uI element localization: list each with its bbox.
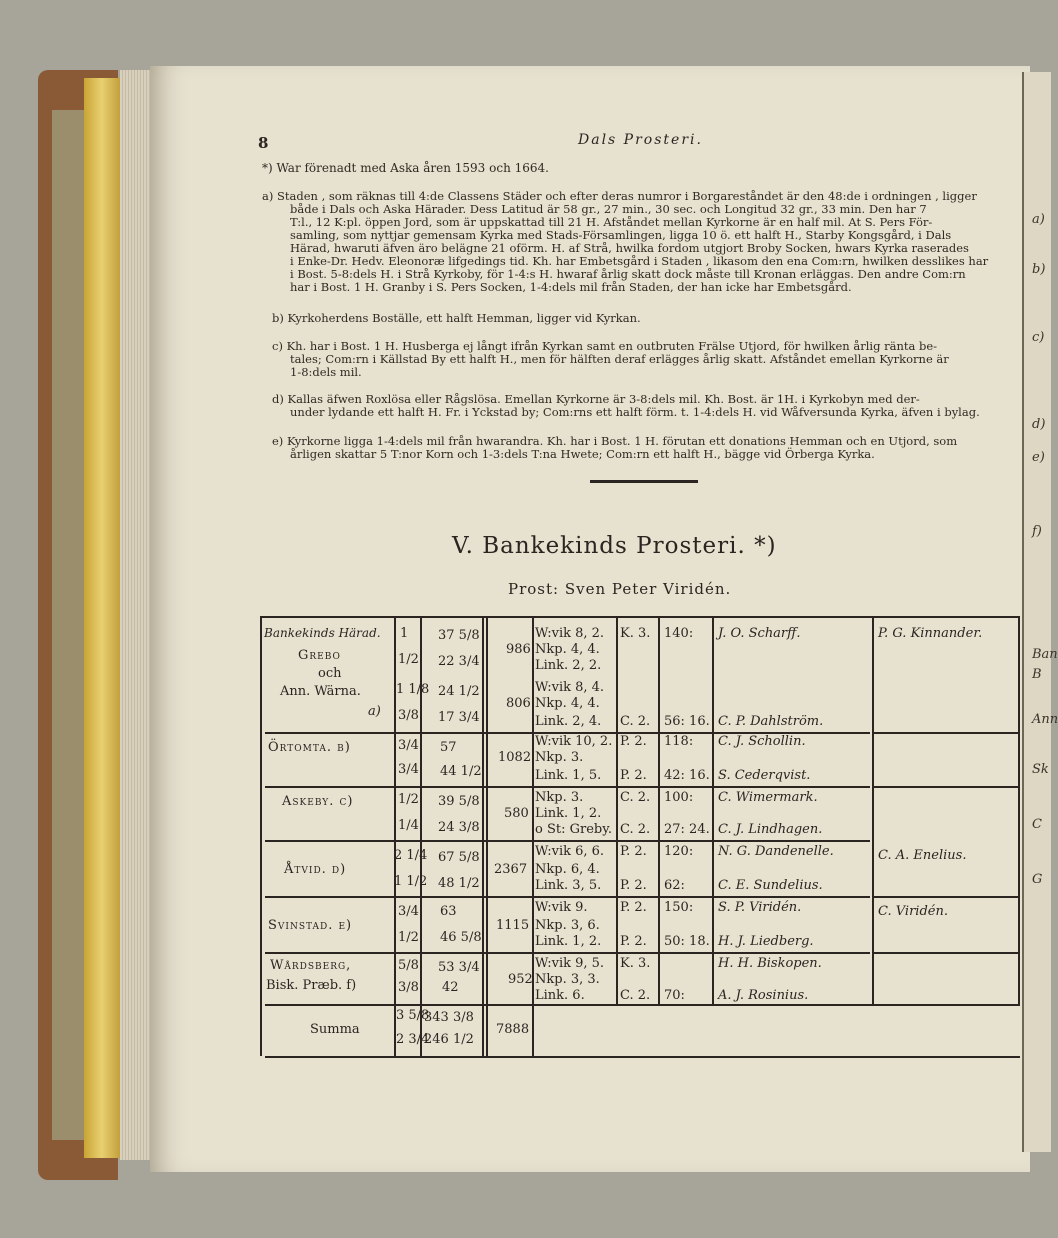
population: 2367 <box>494 862 528 877</box>
row-rule <box>265 840 870 842</box>
col1-value: 3/8 <box>398 980 419 995</box>
number-cell: 140: <box>664 626 694 641</box>
population: 1115 <box>496 918 530 933</box>
col1-value: 1 1/8 <box>396 682 430 697</box>
next-page-fragment: b) <box>1032 262 1046 277</box>
col2-value: 44 1/2 <box>440 764 482 779</box>
col1-value: 1/2 <box>398 792 419 807</box>
parish-name: Åtvid. d) <box>284 862 347 877</box>
next-page-fragment: c) <box>1032 330 1045 345</box>
col1-value: 1/2 <box>398 930 419 945</box>
class-cell: C. 2. <box>620 790 651 805</box>
col1-value: 1 1/2 <box>394 874 428 889</box>
number-cell: 62: <box>664 878 685 893</box>
col2-value: 57 <box>440 740 457 755</box>
col2-value: 24 1/2 <box>438 684 480 699</box>
clergy-name: S. P. Viridén. <box>718 900 802 915</box>
summa-population: 7888 <box>496 1022 530 1037</box>
prost-line: Prost: Sven Peter Viridén. <box>508 580 732 598</box>
clergy-name: H. H. Biskopen. <box>718 956 822 971</box>
parish-note-ref: a) <box>368 704 381 719</box>
col-rule <box>872 616 874 1004</box>
distance: o St: Greby. <box>535 822 612 837</box>
number-cell: 120: <box>664 844 694 859</box>
col2-value: 22 3/4 <box>438 654 480 669</box>
distance: W:vik 9, 5. <box>535 956 605 971</box>
population: 952 <box>508 972 533 987</box>
section-rule <box>590 480 698 483</box>
next-page-fragment: a) <box>1032 212 1045 227</box>
distance: Link. 1, 2. <box>535 934 602 949</box>
note-b-line: b) Kyrkoherdens Boställe, ett halft Hemman, ligger vid Kyrkan. <box>272 311 641 325</box>
col1-value: 1 <box>400 626 409 641</box>
clergy-name: H. J. Liedberg. <box>718 934 814 949</box>
distance: W:vik 6, 6. <box>535 844 605 859</box>
note-a-line: i Enke-Dr. Hedv. Eleonoræ lifgedings tid. Kh. har Embetsgård i Staden , likasom den ena Com:rn, hwilken desslikes har <box>290 254 989 268</box>
next-page-fragment: d) <box>1032 417 1046 432</box>
note-e-line: årligen skattar 5 T:nor Korn och 1-3:dels T:na Hwete; Com:rn ett halft H., bägge vid Örberga Kyrka. <box>290 447 875 461</box>
prost-name: C. Viridén. <box>878 904 948 919</box>
note-a-line: a) Staden , som räknas till 4:de Classens Städer och efter deras numror i Borgareståndet är den 48:de i ordningen , ligger <box>262 189 977 203</box>
note-a-line: har i Bost. 1 H. Granby i S. Pers Socken, 1-4:dels mil från Staden, der han icke har Embetsgård. <box>290 280 852 294</box>
row-rule <box>872 952 1018 954</box>
distance: Link. 1, 2. <box>535 806 602 821</box>
parish-name: Grebo <box>298 648 341 663</box>
col2-value: 39 5/8 <box>438 794 480 809</box>
note-a-line: samling, som nyttjar gemensam Kyrka med Stads-Församlingen, ligga 10 ö. ett halft H., Starby Kongsgård, i Dals <box>290 228 952 242</box>
col-rule <box>532 616 534 1056</box>
table-summa-rule <box>265 1004 1020 1006</box>
summa-col1: 3 5/8 <box>396 1008 430 1023</box>
prost-name: C. A. Enelius. <box>878 848 967 863</box>
page-number: 8 <box>258 134 269 152</box>
note-e-line: e) Kyrkorne ligga 1-4:dels mil från hwarandra. Kh. har i Bost. 1 H. förutan ett donations Hemman och en Utjord, som <box>272 434 958 448</box>
distance: Link. 2, 2. <box>535 658 602 673</box>
table-bottom-rule <box>265 1056 1020 1058</box>
row-rule <box>872 732 1018 734</box>
note-a-line: Härad, hwaruti äfven äro belägne 21 oförm. H. af Strå, hwilka fordom utgjort Broby Socken, hwars Kyrka raserades <box>290 241 969 255</box>
next-page-fragment: C <box>1032 817 1042 832</box>
section-title: V. Bankekinds Prosteri. *) <box>452 533 777 559</box>
col-rule <box>486 616 488 1056</box>
next-page-edge <box>1022 72 1058 1152</box>
running-head: Dals Prosteri. <box>578 132 703 148</box>
next-page-fragment: e) <box>1032 450 1045 465</box>
summa-col2: 246 1/2 <box>424 1032 474 1047</box>
col-rule <box>1018 616 1020 1004</box>
number-cell: 70: <box>664 988 685 1003</box>
parish-name: Askeby. c) <box>282 794 354 809</box>
note-star: *) War förenadt med Aska åren 1593 och 1664. <box>262 161 549 175</box>
distance: Nkp. 3, 3. <box>535 972 600 987</box>
next-page-fragment: Ban <box>1032 647 1058 662</box>
col2-value: 17 3/4 <box>438 710 480 725</box>
clergy-name: S. Cederqvist. <box>718 768 811 783</box>
col2-value: 42 <box>442 980 459 995</box>
clergy-name: C. P. Dahlström. <box>718 714 824 729</box>
col1-value: 2 1/4 <box>394 848 428 863</box>
clergy-name: C. E. Sundelius. <box>718 878 823 893</box>
distance: Link. 2, 4. <box>535 714 602 729</box>
row-rule <box>872 786 1018 788</box>
distance: Nkp. 3. <box>535 750 584 765</box>
distance: W:vik 8, 4. <box>535 680 605 695</box>
col2-value: 63 <box>440 904 457 919</box>
class-cell: P. 2. <box>620 734 647 749</box>
distance: Link. 1, 5. <box>535 768 602 783</box>
table-top-rule <box>260 616 1020 618</box>
summa-col2: 343 3/8 <box>424 1010 474 1025</box>
col1-value: 1/4 <box>398 818 419 833</box>
class-cell: P. 2. <box>620 934 647 949</box>
class-cell: C. 2. <box>620 714 651 729</box>
class-cell: K. 3. <box>620 626 651 641</box>
note-a-line: T:l., 12 K:pl. öppen Jord, som är uppskattad till 21 H. Afståndet mellan Kyrkorne är en half mil. At S. Pers För- <box>290 215 933 229</box>
summa-label: Summa <box>310 1022 360 1037</box>
clergy-name: N. G. Dandenelle. <box>718 844 834 859</box>
distance: Nkp. 4, 4. <box>535 696 600 711</box>
number-cell: 56: 16. <box>664 714 710 729</box>
clergy-name: J. O. Scharff. <box>718 626 801 641</box>
distance: W:vik 9. <box>535 900 588 915</box>
col2-value: 67 5/8 <box>438 850 480 865</box>
number-cell: 42: 16. <box>664 768 710 783</box>
col1-value: 3/4 <box>398 738 419 753</box>
distance: Link. 6. <box>535 988 585 1003</box>
col2-value: 48 1/2 <box>438 876 480 891</box>
note-d-line: under lydande ett halft H. Fr. i Yckstad by; Com:rns ett halft förm. t. 1-4:dels H. vid Wåfversunda Kyrka, äfven i bylag. <box>290 405 980 419</box>
clergy-name: C. Wimermark. <box>718 790 818 805</box>
col-rule <box>712 616 714 1004</box>
table-header-cell: Bankekinds Härad. <box>264 626 381 640</box>
next-page-fragment: Ann <box>1032 712 1058 727</box>
col2-value: 53 3/4 <box>438 960 480 975</box>
distance: Nkp. 4, 4. <box>535 642 600 657</box>
distance: W:vik 10, 2. <box>535 734 613 749</box>
number-cell: 27: 24. <box>664 822 710 837</box>
col1-value: 1/2 <box>398 652 419 667</box>
class-cell: C. 2. <box>620 988 651 1003</box>
col2-value: 24 3/8 <box>438 820 480 835</box>
note-c-line: tales; Com:rn i Källstad By ett halft H., men för hälften deraf erlägges årlig skatt. Afståndet emellan Kyrkorne är <box>290 352 949 366</box>
parish-name: Wårdsberg, <box>270 958 352 973</box>
number-cell: 150: <box>664 900 694 915</box>
distance: Nkp. 3. <box>535 790 584 805</box>
col1-value: 3/4 <box>398 904 419 919</box>
class-cell: P. 2. <box>620 900 647 915</box>
note-d-line: d) Kallas äfwen Roxlösa eller Rågslösa. Emellan Kyrkorne är 3-8:dels mil. Kh. Bost. är 1H. i Kyrkobyn med der- <box>272 392 920 406</box>
parish-name: Örtomta. b) <box>268 740 351 755</box>
population: 806 <box>506 696 531 711</box>
row-rule <box>265 786 870 788</box>
col-rule <box>616 616 618 1004</box>
clergy-name: C. J. Lindhagen. <box>718 822 823 837</box>
summa-col1: 2 3/4 <box>396 1032 430 1047</box>
number-cell: 118: <box>664 734 694 749</box>
class-cell: P. 2. <box>620 768 647 783</box>
prost-name: P. G. Kinnander. <box>878 626 983 641</box>
parish-table <box>260 616 1020 1061</box>
col2-value: 37 5/8 <box>438 628 480 643</box>
col1-value: 5/8 <box>398 958 419 973</box>
clergy-name: C. J. Schollin. <box>718 734 806 749</box>
col-rule <box>482 616 484 1056</box>
row-rule <box>872 896 1018 898</box>
next-page-fragment: Sk <box>1032 762 1049 777</box>
population: 986 <box>506 642 531 657</box>
parish-name: Ann. Wärna. <box>280 684 361 699</box>
number-cell: 50: 18. <box>664 934 710 949</box>
parish-name: Bisk. Præb. f) <box>266 978 357 993</box>
note-c-line: c) Kh. har i Bost. 1 H. Husberga ej långt ifrån Kyrkan samt en outbruten Frälse Utjord, för hwilken årlig ränta be- <box>272 339 938 353</box>
number-cell: 100: <box>664 790 694 805</box>
class-cell: C. 2. <box>620 822 651 837</box>
col1-value: 3/8 <box>398 708 419 723</box>
distance: Link. 3, 5. <box>535 878 602 893</box>
row-rule <box>265 952 870 954</box>
parish-name: Svinstad. e) <box>268 918 353 933</box>
note-c-line: 1-8:dels mil. <box>290 365 362 379</box>
next-page-fragment: f) <box>1032 524 1042 539</box>
population: 580 <box>504 806 529 821</box>
distance: W:vik 8, 2. <box>535 626 605 641</box>
clergy-name: A. J. Rosinius. <box>718 988 809 1003</box>
col-rule <box>260 616 262 1056</box>
col-rule <box>658 616 660 1004</box>
note-a-line: i Bost. 5-8:dels H. i Strå Kyrkoby, för 1-4:s H. hwaraf årlig skatt dock måste till Kronan erläggas. Den andre Com:rn <box>290 267 966 281</box>
next-page-fragment: B <box>1032 667 1042 682</box>
population: 1082 <box>498 750 532 765</box>
class-cell: P. 2. <box>620 844 647 859</box>
next-page-fragment: G <box>1032 872 1043 887</box>
class-cell: K. 3. <box>620 956 651 971</box>
distance: Nkp. 6, 4. <box>535 862 600 877</box>
distance: Nkp. 3, 6. <box>535 918 600 933</box>
note-a-line: både i Dals och Aska Härader. Dess Latitud är 58 gr., 27 min., 30 sec. och Longitud 32 gr., 33 min. Den har 7 <box>290 202 927 216</box>
col1-value: 3/4 <box>398 762 419 777</box>
class-cell: P. 2. <box>620 878 647 893</box>
col2-value: 46 5/8 <box>440 930 482 945</box>
row-rule <box>265 896 870 898</box>
parish-name: och <box>318 666 342 681</box>
